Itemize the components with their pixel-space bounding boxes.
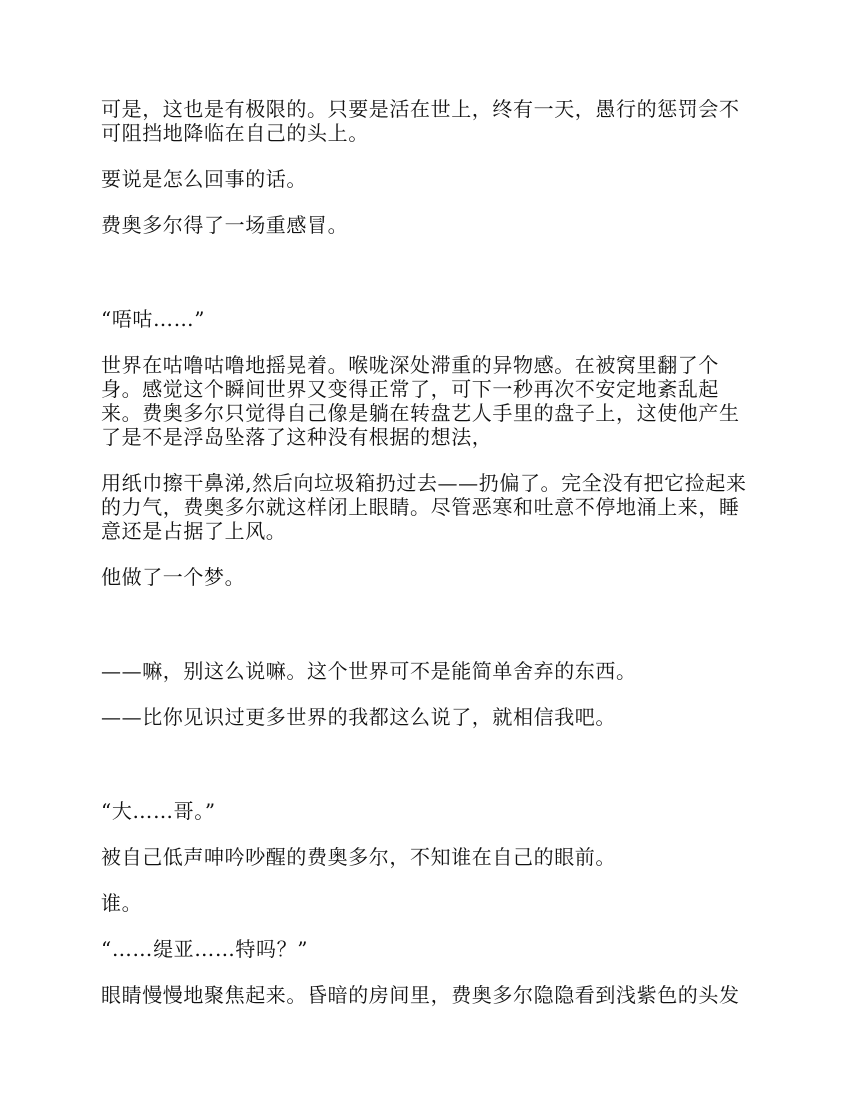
section-break xyxy=(101,751,751,799)
paragraph: 谁。 xyxy=(101,891,143,915)
dialogue-line: “……缇亚……特吗？” xyxy=(101,937,309,961)
dialogue-line: “大……哥。” xyxy=(101,799,216,823)
dialogue-line: “唔咕……” xyxy=(101,307,206,331)
paragraph: 被自己低声呻吟吵醒的费奥多尔，不知谁在自己的眼前。 xyxy=(101,845,616,869)
section-break xyxy=(101,611,751,659)
paragraph: 可是，这也是有极限的。只要是活在世上，终有一天，愚行的惩罚会不可阻挡地降临在自己的头上。 xyxy=(101,97,740,145)
dream-dialogue-line: ——比你见识过更多世界的我都这么说了，就相信我吧。 xyxy=(101,705,616,729)
paragraph: 世界在咕噜咕噜地摇晃着。喉咙深处滞重的异物感。在被窝里翻了个身。感觉这个瞬间世界又变得正常了，可下一秒再次不安定地紊乱起来。费奥多尔只觉得自己像是躺在转盘艺人手里的盘子上，这使他产生了是不是浮岛坠落了这种没有根据的想法， xyxy=(101,353,740,449)
document-page xyxy=(101,97,751,1029)
paragraph: 费奥多尔得了一场重感冒。 xyxy=(101,213,349,237)
section-break xyxy=(101,259,751,307)
paragraph: 用纸巾擦干鼻涕,然后向垃圾箱扔过去——扔偏了。完全没有把它捡起来的力气，费奥多尔就这样闭上眼睛。尽管恶寒和吐意不停地涌上来，睡意还是占据了上风。 xyxy=(101,471,747,543)
paragraph: 他做了一个梦。 xyxy=(101,565,246,589)
paragraph: 要说是怎么回事的话。 xyxy=(101,167,307,191)
dream-dialogue-line: ——嘛，别这么说嘛。这个世界可不是能简单舍弃的东西。 xyxy=(101,659,637,683)
paragraph: 眼睛慢慢地聚焦起来。昏暗的房间里，费奥多尔隐隐看到浅紫色的头发 xyxy=(101,983,740,1007)
